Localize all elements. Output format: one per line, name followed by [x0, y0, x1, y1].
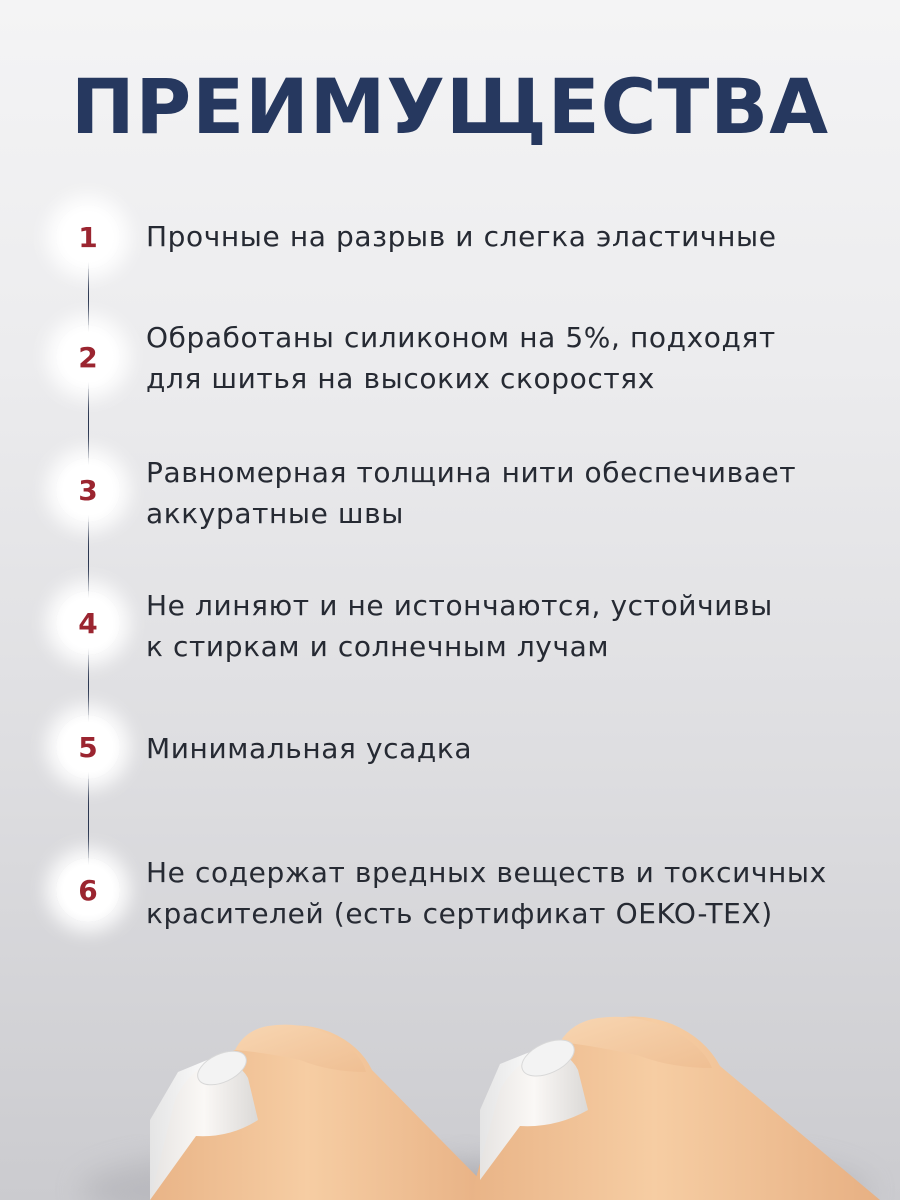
benefit-text-line: для шитья на высоких скоростях [146, 362, 655, 395]
benefit-text [146, 452, 866, 534]
benefit-text [146, 585, 866, 667]
page-title: ПРЕИМУЩЕСТВА [70, 62, 830, 151]
number-badge: 6 [56, 858, 120, 922]
benefit-text-line: красителей (есть сертификат OEKO-TEX) [146, 897, 773, 930]
spool-left-icon [150, 1025, 500, 1200]
number-badge: 1 [56, 205, 120, 269]
benefit-text [146, 216, 866, 257]
thread-spools-image [0, 960, 900, 1200]
benefit-text-line: Не линяют и не истончаются, устойчивы [146, 589, 773, 622]
benefit-text [146, 852, 866, 934]
benefit-text-line: аккуратные швы [146, 497, 404, 530]
spool-right-icon [470, 1016, 880, 1200]
number-badge: 3 [56, 458, 120, 522]
benefit-text-line: к стиркам и солнечным лучам [146, 630, 610, 663]
benefit-text-line: Не содержат вредных веществ и токсичных [146, 856, 827, 889]
benefit-text-line: Обработаны силиконом на 5%, подходят [146, 321, 776, 354]
number-badge: 2 [56, 325, 120, 389]
benefit-text [146, 728, 866, 769]
number-badge: 4 [56, 591, 120, 655]
benefit-text-line: Минимальная усадка [146, 732, 473, 765]
benefit-text-line: Равномерная толщина нити обеспечивает [146, 456, 797, 489]
benefit-text-line: Прочные на разрыв и слегка эластичные [146, 220, 777, 253]
benefit-text [146, 317, 866, 399]
number-badge: 5 [56, 715, 120, 779]
